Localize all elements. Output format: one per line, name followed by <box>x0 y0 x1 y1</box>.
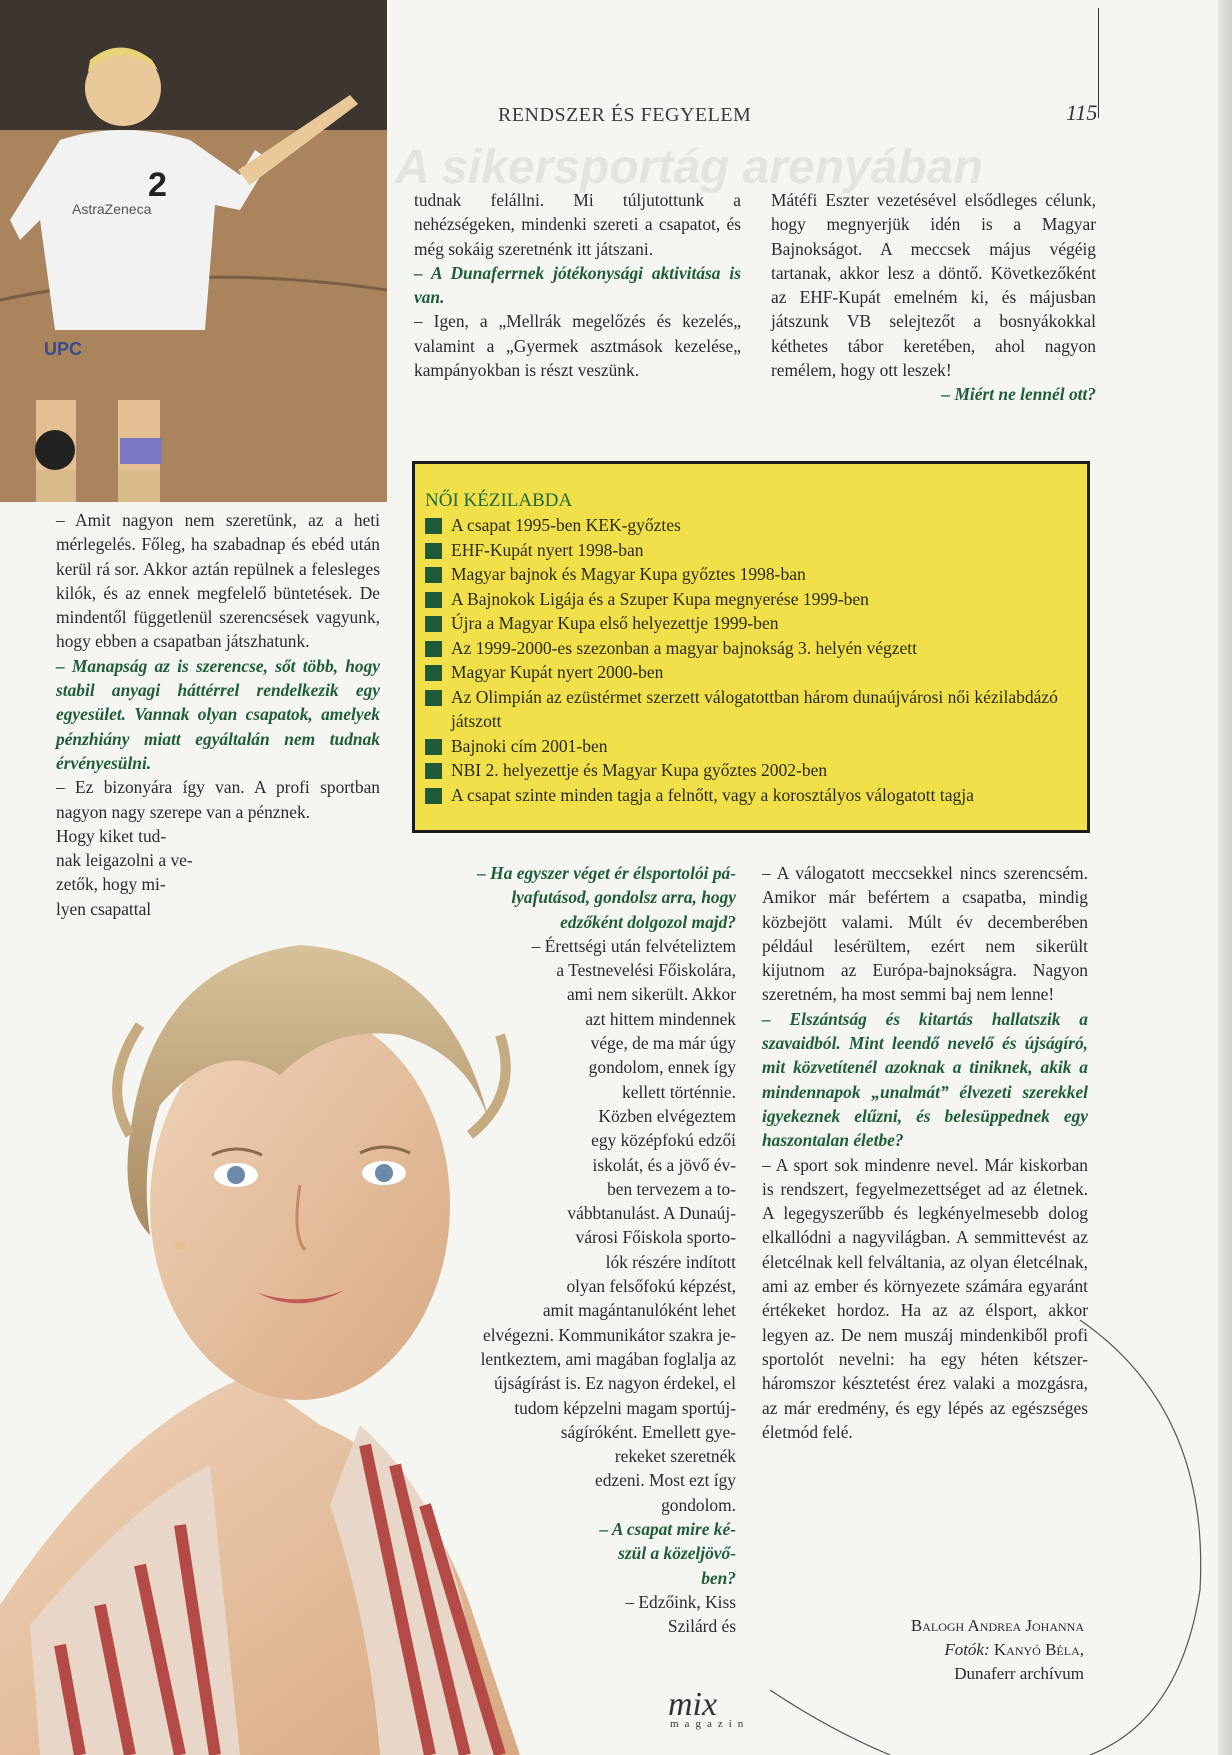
paragraph: – A válogatott meccsekkel nincs szerencsém. Amikor már befértem a csapatba, mindig közbejött valami. Múlt év decemberében például lesérültem, ezért nem sikerült kijutnom az Európa-bajnokságra. Nagyon szeretném, ha most semmi baj nem lenne! <box>762 863 1088 1005</box>
facts-box-title: NŐI KÉZILABDA <box>425 490 573 511</box>
list-item: EHF-Kupát nyert 1998-ban <box>425 538 1075 563</box>
logo-main: mix <box>668 1686 718 1723</box>
text-line: – A csapat mire ké- <box>599 1519 736 1540</box>
text-line: Szilárd és <box>667 1616 736 1637</box>
text-line: szül a közeljövő- <box>618 1543 736 1564</box>
text-line: ben tervezem a to- <box>607 1178 736 1199</box>
paragraph: – Igen, a „Mellrák megelőzés és kezelés„ valamint a „Gyermek asztmások kezelése„ kampányokban is részt veszünk. <box>414 311 741 381</box>
text-line: lyafutásod, gondolsz arra, hogy <box>511 887 736 908</box>
text-line: gondolom, ennek így <box>588 1057 736 1078</box>
facts-box <box>412 461 1090 833</box>
paragraph: tudnak felállni. Mi túljutottunk a nehézségeken, mindenki szereti a csapatot, és még sokáig szeretnénk itt játszani. <box>414 190 741 259</box>
page-number: 115 <box>1066 100 1098 125</box>
interview-question: – Manapság az is szerencse, sőt több, hogy stabil anyagi háttérrel rendelkezik egy egyesület. Vannak olyan csapatok, amelyek pénzhiány miatt egyáltalán nem tudnak érvényesülni. <box>56 655 380 773</box>
running-header: RENDSZER ÉS FEGYELEM <box>498 104 752 126</box>
header-rule <box>1098 8 1099 118</box>
paragraph-wrapped <box>396 934 736 1517</box>
interview-question: – A Dunaferrnek jótékonysági aktivitása is van. <box>414 262 741 308</box>
text-line: kellett történnie. <box>622 1081 736 1102</box>
facts-list <box>425 513 1075 807</box>
list-item: A csapat szinte minden tagja a felnőtt, vagy a korosztályos válogatott tagja <box>425 783 1075 808</box>
text-line: ságíróként. Emellett gye- <box>560 1421 736 1442</box>
text-line: zetők, hogy mi- <box>56 874 166 895</box>
archive-credit: Dunaferr archívum <box>954 1664 1084 1683</box>
text-line: nak leigazolni a ve- <box>56 850 193 871</box>
bleed-through-text: A sikersportág arenyában <box>395 141 983 194</box>
text-line: azt hittem mindennek <box>585 1008 736 1029</box>
text-line: lyen csapattal <box>56 898 152 919</box>
interview-question <box>396 861 736 934</box>
text-line: – Érettségi után felvételiztem <box>531 935 736 956</box>
text-line: városi Főiskola sporto- <box>575 1227 736 1248</box>
list-item: Bajnoki cím 2001-ben <box>425 734 1075 759</box>
column-middle-bottom <box>396 861 736 1639</box>
action-photo-illustration <box>0 0 387 502</box>
photographer-name: Kanyó Béla, <box>993 1640 1084 1659</box>
list-item: A Bajnokok Ligája és a Szuper Kupa megnyerése 1999-ben <box>425 587 1075 612</box>
list-item: Az 1999-2000-es szezonban a magyar bajnokság 3. helyén végzett <box>425 636 1075 661</box>
text-line: ami nem sikerült. Akkor <box>566 984 736 1005</box>
text-line: gondolom. <box>661 1494 736 1515</box>
paragraph: – Ez bizonyára így van. A profi sportban nagyon nagy szerepe van a pénznek. <box>56 777 380 822</box>
text-line: rekeket szeretnék <box>614 1446 736 1467</box>
author-name: Balogh Andrea Johanna <box>910 1616 1084 1635</box>
column-middle-top <box>414 188 741 382</box>
interview-question: – Miért ne lennél ott? <box>941 384 1096 405</box>
list-item: A csapat 1995-ben KEK-győztes <box>425 513 1075 538</box>
jersey-sponsor: AstraZeneca <box>72 201 152 217</box>
text-line: a Testnevelési Főiskolára, <box>556 960 736 981</box>
text-line: tudom képzelni magam sportúj- <box>514 1397 736 1418</box>
shorts-logo: UPC <box>44 339 83 359</box>
column-right-top <box>771 188 1096 407</box>
list-item: Az Olimpián az ezüstérmet szerzett válogatottban három dunaújvárosi női kézilabdázó játszott <box>425 685 1075 734</box>
text-line: vége, de ma már úgy <box>590 1033 736 1054</box>
list-item: NBI 2. helyezettje és Magyar Kupa győztes 2002-ben <box>425 758 1075 783</box>
paragraph-wrapped <box>396 1590 736 1639</box>
decorative-arc <box>770 1290 1230 1755</box>
paragraph: – A sport sok mindenre nevel. Már kiskorban is rendszert, fegyelmezettséget ad az életnek. A legegyszerűbb és legkényelmesebb dolog elkallódni a nagyvilágban. A semmittevést az életcélnak kell felváltania, az olyan életcélnak, ami az ember és környezete számára egyaránt értékeket hordoz. Ha az az élsport, akkor legyen az. De nem muszáj mindenkiből profi sportolót nevelni: ha egy héten kétszer-háromszor késztetést érez valaki a mozgásra, az már eredmény, és egy lépés az egészséges életmód felé. <box>762 1154 1088 1442</box>
text-line: iskolát, és a jövő év- <box>592 1154 736 1175</box>
text-line: – Edzőink, Kiss <box>625 1591 736 1612</box>
text-line: vábbtanulást. A Dunaúj- <box>567 1203 736 1224</box>
text-line: – Ha egyszer véget ér élsportolói pá- <box>477 863 736 883</box>
column-left <box>56 508 380 921</box>
logo-sub: magazin <box>670 1718 750 1730</box>
text-line: olyan felsőfokú képzést, <box>566 1276 736 1297</box>
paragraph: – Amit nagyon nem szeretünk, az a heti mérlegelés. Főleg, ha szabadnap és ebéd után kerül rá sor. Akkor aztán repülnek a felesleges kilók, és az ennek megfelelő büntetések. De mindentől függetlenül szerencsések vagyunk, hogy ebben a csapatban játszhatunk. <box>56 510 380 652</box>
list-item: Magyar bajnok és Magyar Kupa győztes 1998-ban <box>425 562 1075 587</box>
mix-magazin-logo <box>668 1686 749 1730</box>
text-line: egy középfokú edzői <box>591 1130 736 1151</box>
paragraph: Mátéfi Eszter vezetésével elsődleges célunk, hogy megnyerjük idén is a Magyar Bajnokságot. A meccsek május végéig tartanak, akkor lesz a döntő. Következőként az EHF-Kupát emelném ki, és májusban játszunk VB selejtezőt a bosnyákokkal kéthetes tábor keretében, ahol nagyon remélem, hogy ott leszek! <box>771 190 1096 381</box>
text-line: elvégezni. Kommunikátor szakra je- <box>482 1324 736 1345</box>
text-line: edzőként dolgozol majd? <box>560 911 736 932</box>
text-line: Hogy kiket tud- <box>56 825 167 846</box>
text-line: amit magántanulóként lehet <box>542 1300 736 1321</box>
list-item: Magyar Kupát nyert 2000-ben <box>425 660 1075 685</box>
text-line: lentkeztem, ami magában foglalja az <box>480 1348 736 1369</box>
interview-question <box>396 1517 736 1590</box>
list-item: Újra a Magyar Kupa első helyezettje 1999-ben <box>425 611 1075 636</box>
text-line: edzeni. Most ezt így <box>594 1470 736 1491</box>
jersey-number: 2 <box>148 166 167 204</box>
text-line: Közben elvégeztem <box>598 1105 736 1126</box>
action-photo <box>0 0 387 502</box>
photo-credit-label: Fotók: <box>944 1640 990 1659</box>
text-line: lók részére indított <box>605 1251 736 1272</box>
text-line: újságírást is. Ez nagyon érdekel, el <box>494 1373 736 1394</box>
text-line: ben? <box>701 1567 736 1588</box>
interview-question: – Elszántság és kitartás hallatszik a szavaidból. Mint leendő nevelő és újságíró, mit közvetítenél azoknak a tiniknek, akik a mindennapok „unalmát” élvezeti szerekkel igyekeznek elűzni, és belesüppednek egy haszontalan életbe? <box>762 1008 1088 1151</box>
